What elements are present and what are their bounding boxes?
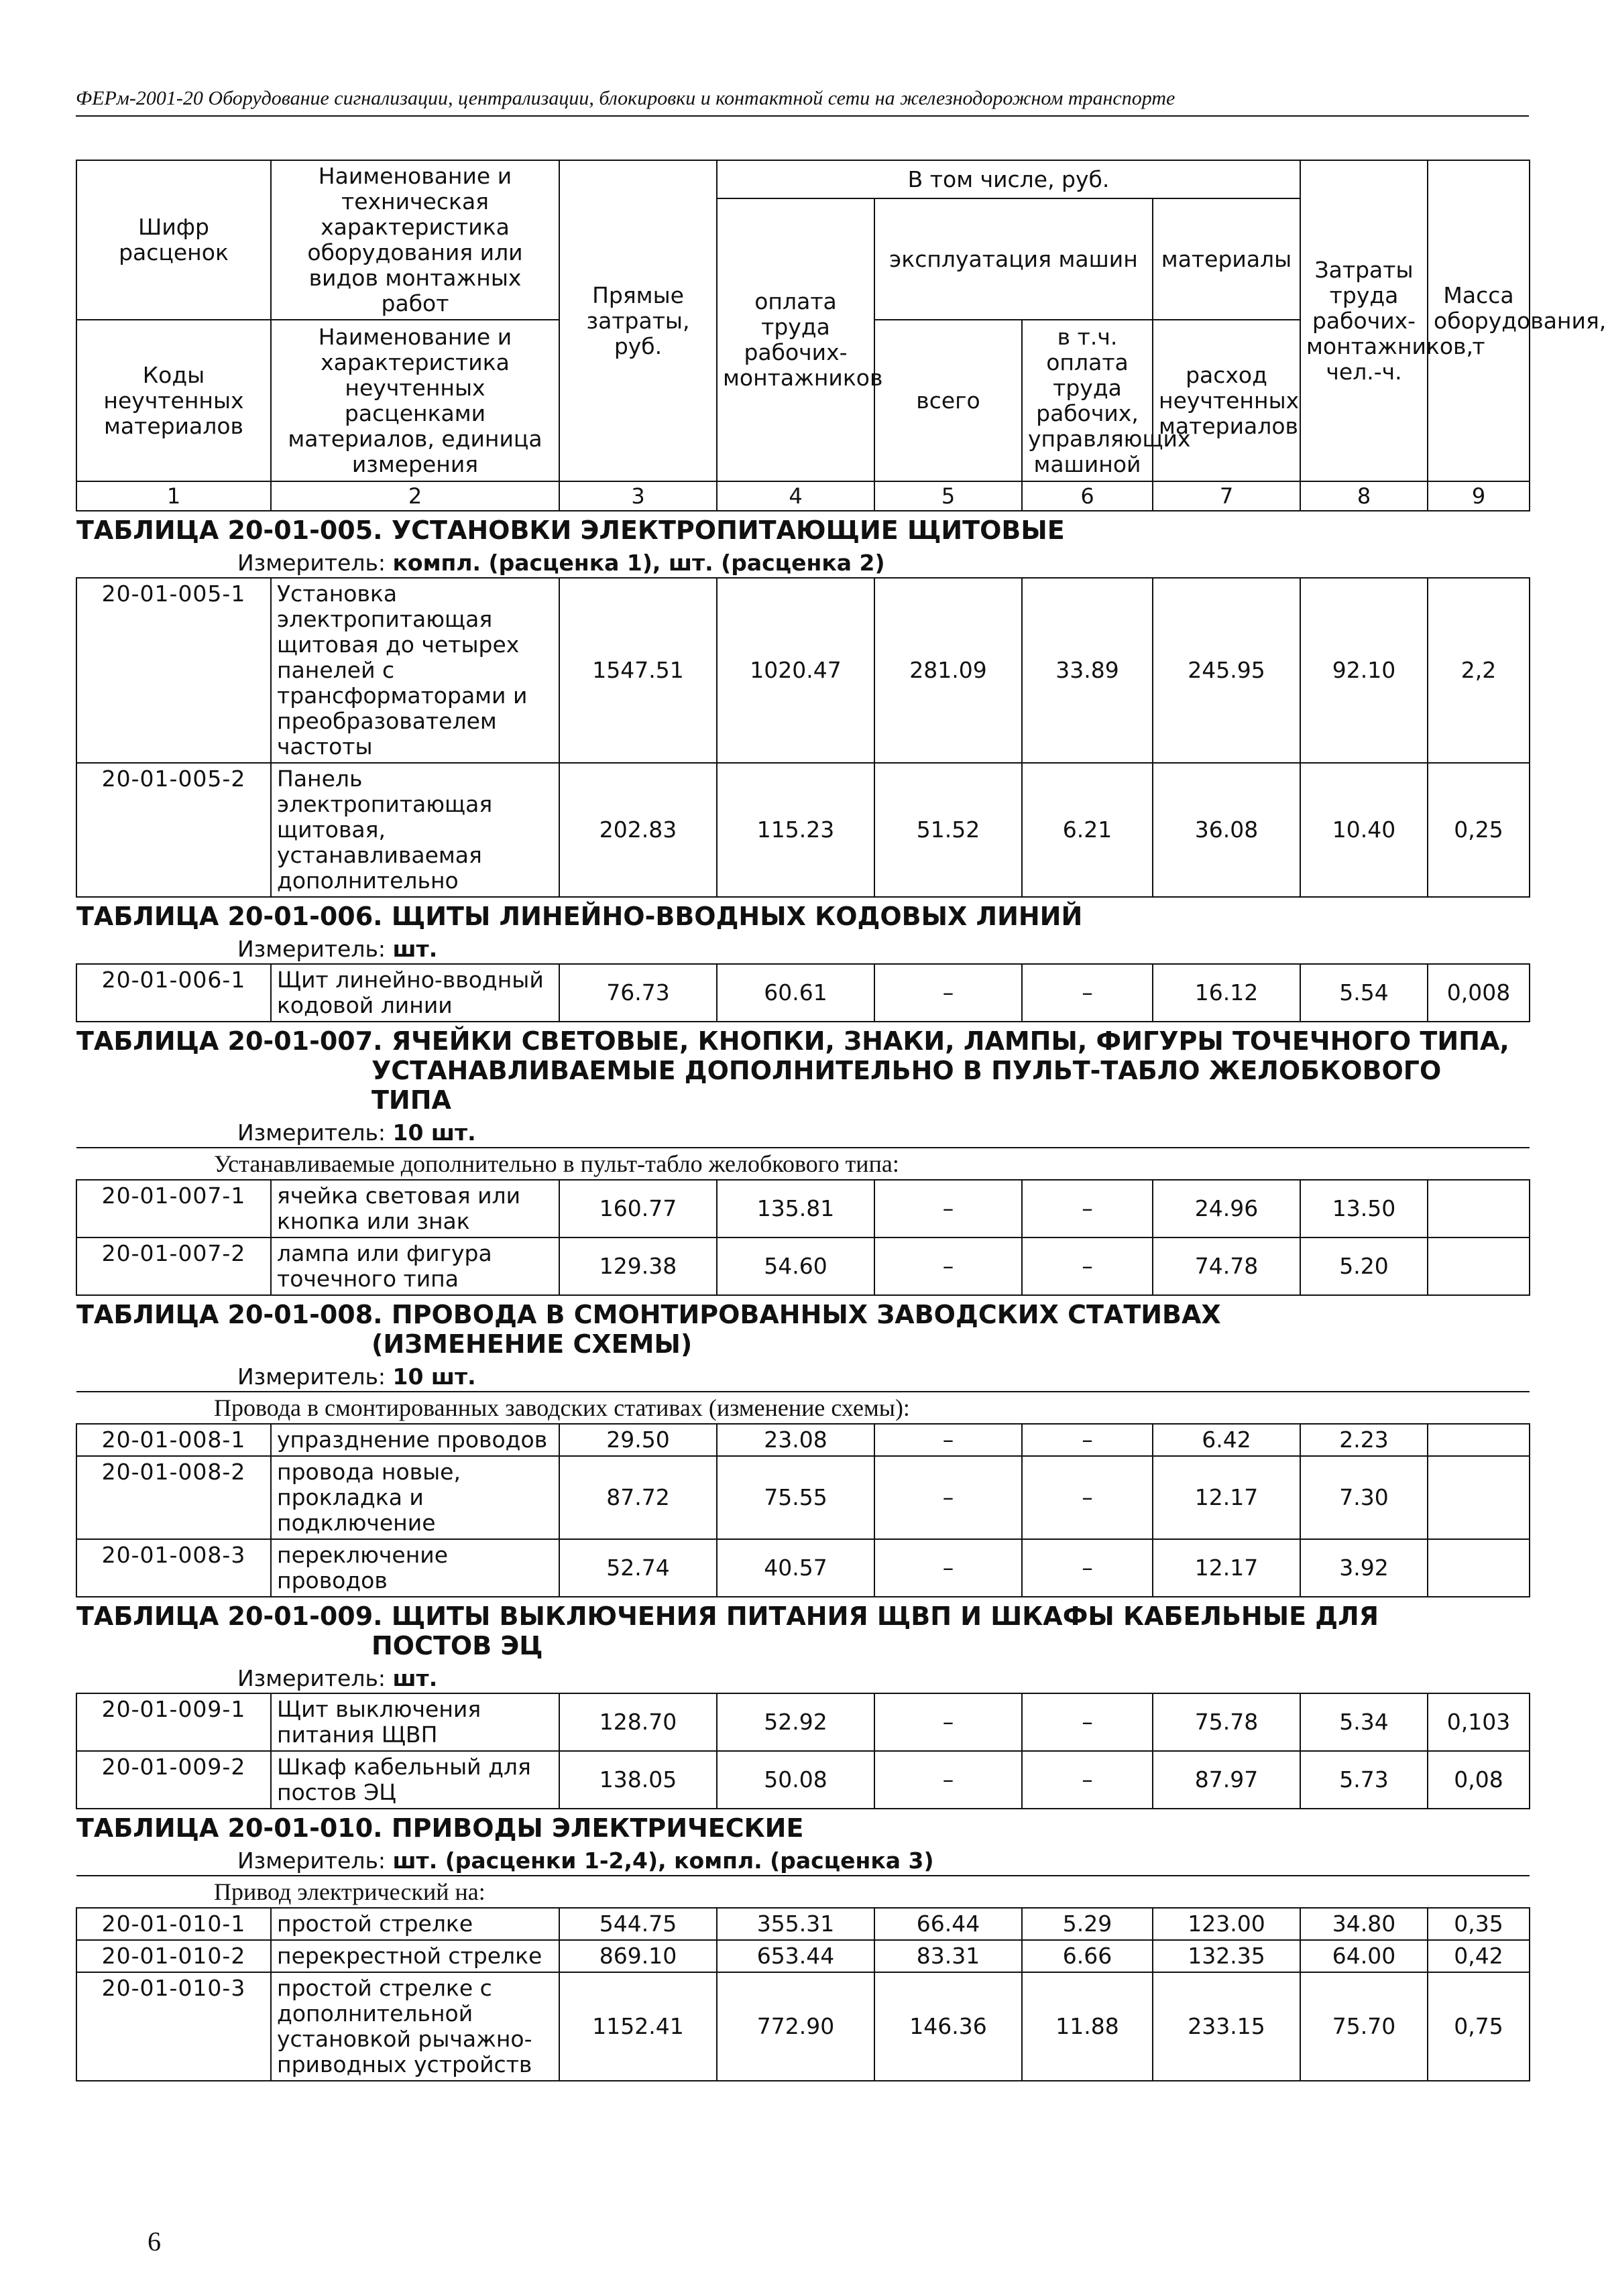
machine-operator-pay: – [1022,1751,1153,1809]
machines-total: 146.36 [874,1972,1022,2081]
subheading-row [76,1148,1530,1180]
section-title-line: ПОСТОВ ЭЦ [371,1631,543,1660]
rate-code: 20-01-006-1 [76,964,271,1022]
machines-total: 51.52 [874,763,1022,897]
labor-hours: 10.40 [1300,763,1428,897]
materials-cost: 36.08 [1153,763,1300,897]
measure-label: Измеритель: [237,550,386,576]
materials-cost: 233.15 [1153,1972,1300,2081]
work-name: упразднение проводов [271,1424,559,1456]
worker-pay: 40.57 [717,1539,874,1597]
section-header [76,1809,1530,1876]
labor-hours: 2.23 [1300,1424,1428,1456]
rate-code: 20-01-005-1 [76,578,271,763]
page-number: 6 [148,2226,161,2256]
section-title-line: ТАБЛИЦА 20-01-009. ЩИТЫ ВЫКЛЮЧЕНИЯ ПИТАНИЯ ЩВП И ШКАФЫ КАБЕЛЬНЫЕ ДЛЯ [76,1602,1379,1631]
section-title [76,902,1530,931]
column-number: 7 [1153,481,1300,511]
subheading: Провода в смонтированных заводских стативах (изменение схемы): [76,1392,1530,1424]
direct-costs: 76.73 [559,964,717,1022]
work-name: простой стрелке с дополнительной установкой рычажно-приводных устройств [271,1972,559,2081]
work-name: простой стрелке [271,1908,559,1940]
table-row [76,1751,1530,1809]
machines-total: – [874,1424,1022,1456]
measure-unit [76,1364,1530,1390]
table-row [76,763,1530,897]
measure-label: Измеритель: [237,1120,386,1146]
col-code-bottom: Коды неучтенных материалов [76,320,271,481]
worker-pay: 115.23 [717,763,874,897]
section-title-line: ТАБЛИЦА 20-01-008. ПРОВОДА В СМОНТИРОВАННЫХ ЗАВОДСКИХ СТАТИВАХ [76,1300,1221,1329]
rate-code: 20-01-007-1 [76,1180,271,1237]
table-row [76,964,1530,1022]
section-title-line: ТАБЛИЦА 20-01-005. УСТАНОВКИ ЭЛЕКТРОПИТАЮЩИЕ ЩИТОВЫЕ [76,516,1065,545]
machines-total: – [874,1693,1022,1751]
worker-pay: 75.55 [717,1456,874,1539]
materials-cost: 16.12 [1153,964,1300,1022]
rate-code: 20-01-010-3 [76,1972,271,2081]
equipment-mass [1428,1237,1530,1295]
measure-unit [76,936,1530,962]
worker-pay: 23.08 [717,1424,874,1456]
work-name: Щит линейно-вводный кодовой линии [271,964,559,1022]
section-title-line: ТАБЛИЦА 20-01-010. ПРИВОДЫ ЭЛЕКТРИЧЕСКИЕ [76,1813,804,1843]
col-materials: материалы [1153,198,1300,320]
col-labor: Затраты труда рабочих-монтажников, чел.-ч. [1300,160,1428,481]
subheading-row [76,1876,1530,1908]
section-header [76,1022,1530,1148]
rate-code: 20-01-008-3 [76,1539,271,1597]
table-row [76,1180,1530,1237]
labor-hours: 75.70 [1300,1972,1428,2081]
measure-unit [76,1848,1530,1874]
col-group-incl: В том числе, руб. [717,160,1300,198]
measure-value: 10 шт. [392,1364,476,1390]
direct-costs: 52.74 [559,1539,717,1597]
rates-table [76,160,1606,2081]
machine-operator-pay: – [1022,964,1153,1022]
table-row [76,1424,1530,1456]
col-machines-total: всего [874,320,1022,481]
machine-operator-pay: – [1022,1693,1153,1751]
direct-costs: 29.50 [559,1424,717,1456]
table-row [76,1972,1530,2081]
rate-code: 20-01-010-2 [76,1940,271,1972]
machines-total: – [874,1539,1022,1597]
direct-costs: 544.75 [559,1908,717,1940]
col-direct-costs: Прямые затраты, руб. [559,160,717,481]
column-number: 4 [717,481,874,511]
table-body [76,511,1530,2081]
table-row [76,1237,1530,1295]
table-row [76,578,1530,763]
machine-operator-pay: 5.29 [1022,1908,1153,1940]
col-mass: Масса оборудования, т [1428,160,1530,481]
work-name: лампа или фигура точечного типа [271,1237,559,1295]
measure-unit [76,1120,1530,1146]
section-title-line: (ИЗМЕНЕНИЕ СХЕМЫ) [371,1329,693,1359]
section-title [76,1026,1530,1115]
equipment-mass: 2,2 [1428,578,1530,763]
table-row [76,1940,1530,1972]
column-number: 5 [874,481,1022,511]
equipment-mass [1428,1456,1530,1539]
rate-code: 20-01-009-1 [76,1693,271,1751]
rate-code: 20-01-008-1 [76,1424,271,1456]
direct-costs: 128.70 [559,1693,717,1751]
section-title-line: УСТАНАВЛИВАЕМЫЕ ДОПОЛНИТЕЛЬНО В ПУЛЬТ-ТАБЛО ЖЕЛОБКОВОГО ТИПА [371,1056,1442,1115]
table-header [76,160,1606,511]
work-name: переключение проводов [271,1539,559,1597]
section-header [76,511,1530,578]
rate-document [76,160,1606,2081]
machines-total: 66.44 [874,1908,1022,1940]
direct-costs: 869.10 [559,1940,717,1972]
labor-hours: 5.34 [1300,1693,1428,1751]
machines-total: 83.31 [874,1940,1022,1972]
worker-pay: 52.92 [717,1693,874,1751]
measure-value: компл. (расценка 1), шт. (расценка 2) [392,550,885,576]
labor-hours: 3.92 [1300,1539,1428,1597]
direct-costs: 138.05 [559,1751,717,1809]
column-number: 9 [1428,481,1530,511]
labor-hours: 92.10 [1300,578,1428,763]
rate-code: 20-01-007-2 [76,1237,271,1295]
materials-cost: 6.42 [1153,1424,1300,1456]
measure-label: Измеритель: [237,936,386,962]
machines-total: – [874,1237,1022,1295]
section-title [76,516,1530,545]
section-title-line: ТАБЛИЦА 20-01-007. ЯЧЕЙКИ СВЕТОВЫЕ, КНОПКИ, ЗНАКИ, ЛАМПЫ, ФИГУРЫ ТОЧЕЧНОГО ТИПА, [76,1026,1509,1056]
materials-cost: 245.95 [1153,578,1300,763]
labor-hours: 5.73 [1300,1751,1428,1809]
work-name: Шкаф кабельный для постов ЭЦ [271,1751,559,1809]
section-header [76,897,1530,964]
machines-total: – [874,964,1022,1022]
equipment-mass [1428,1180,1530,1237]
measure-value: 10 шт. [392,1120,476,1146]
work-name: Щит выключения питания ЩВП [271,1693,559,1751]
section-header [76,1295,1530,1392]
measure-label: Измеритель: [237,1848,386,1874]
rate-code: 20-01-010-1 [76,1908,271,1940]
column-number: 3 [559,481,717,511]
table-row [76,1693,1530,1751]
col-name-top: Наименование и техническая характеристика оборудования или видов монтажных работ [271,160,559,320]
machines-total: 281.09 [874,578,1022,763]
col-machines: эксплуатация машин [874,198,1153,320]
work-name: перекрестной стрелке [271,1940,559,1972]
equipment-mass: 0,08 [1428,1751,1530,1809]
machine-operator-pay: – [1022,1180,1153,1237]
materials-cost: 75.78 [1153,1693,1300,1751]
worker-pay: 1020.47 [717,578,874,763]
measure-unit [76,550,1530,576]
equipment-mass: 0,75 [1428,1972,1530,2081]
materials-cost: 12.17 [1153,1456,1300,1539]
subheading: Привод электрический на: [76,1876,1530,1908]
equipment-mass: 0,35 [1428,1908,1530,1940]
labor-hours: 34.80 [1300,1908,1428,1940]
equipment-mass: 0,008 [1428,964,1530,1022]
labor-hours: 7.30 [1300,1456,1428,1539]
worker-pay: 355.31 [717,1908,874,1940]
section-title [76,1602,1530,1660]
materials-cost: 132.35 [1153,1940,1300,1972]
direct-costs: 1547.51 [559,578,717,763]
rate-code: 20-01-008-2 [76,1456,271,1539]
machine-operator-pay: – [1022,1237,1153,1295]
column-numbers-row [76,481,1530,511]
materials-cost: 87.97 [1153,1751,1300,1809]
measure-label: Измеритель: [237,1665,386,1691]
labor-hours: 5.20 [1300,1237,1428,1295]
worker-pay: 50.08 [717,1751,874,1809]
subheading: Устанавливаемые дополнительно в пульт-табло желобкового типа: [76,1148,1530,1180]
machine-operator-pay: – [1022,1456,1153,1539]
section-header [76,1597,1530,1693]
work-name: Панель электропитающая щитовая, устанавливаемая дополнительно [271,763,559,897]
work-name: Установка электропитающая щитовая до четырех панелей с трансформаторами и преобразователем частоты [271,578,559,763]
col-code-top: Шифр расценок [76,160,271,320]
materials-cost: 12.17 [1153,1539,1300,1597]
measure-label: Измеритель: [237,1364,386,1390]
direct-costs: 129.38 [559,1237,717,1295]
machine-operator-pay: 11.88 [1022,1972,1153,2081]
labor-hours: 13.50 [1300,1180,1428,1237]
machine-operator-pay: – [1022,1424,1153,1456]
subheading-row [76,1392,1530,1424]
section-title [76,1813,1530,1843]
worker-pay: 60.61 [717,964,874,1022]
col-machine-pay: в т.ч. оплата труда рабочих, управляющих машиной [1022,320,1153,481]
table-row [76,1456,1530,1539]
work-name: ячейка световая или кнопка или знак [271,1180,559,1237]
rate-code: 20-01-005-2 [76,763,271,897]
col-name-bottom: Наименование и характеристика неучтенных расценками материалов, единица измерения [271,320,559,481]
machines-total: – [874,1751,1022,1809]
labor-hours: 5.54 [1300,964,1428,1022]
machines-total: – [874,1456,1022,1539]
materials-cost: 74.78 [1153,1237,1300,1295]
worker-pay: 653.44 [717,1940,874,1972]
section-title-line: ТАБЛИЦА 20-01-006. ЩИТЫ ЛИНЕЙНО-ВВОДНЫХ КОДОВЫХ ЛИНИЙ [76,902,1083,931]
machines-total: – [874,1180,1022,1237]
measure-unit [76,1666,1530,1691]
machine-operator-pay: 6.66 [1022,1940,1153,1972]
equipment-mass: 0,25 [1428,763,1530,897]
direct-costs: 202.83 [559,763,717,897]
measure-value: шт. [392,1665,438,1691]
section-title [76,1300,1530,1359]
column-number: 2 [271,481,559,511]
worker-pay: 54.60 [717,1237,874,1295]
column-number: 1 [76,481,271,511]
worker-pay: 135.81 [717,1180,874,1237]
column-number: 8 [1300,481,1428,511]
table-row [76,1908,1530,1940]
machine-operator-pay: 33.89 [1022,578,1153,763]
direct-costs: 1152.41 [559,1972,717,2081]
col-worker-pay: оплата труда рабочих-монтажников [717,198,874,481]
equipment-mass [1428,1539,1530,1597]
direct-costs: 160.77 [559,1180,717,1237]
labor-hours: 64.00 [1300,1940,1428,1972]
materials-cost: 24.96 [1153,1180,1300,1237]
measure-value: шт. (расценки 1-2,4), компл. (расценка 3) [392,1848,934,1874]
direct-costs: 87.72 [559,1456,717,1539]
machine-operator-pay: – [1022,1539,1153,1597]
running-header: ФЕРм-2001-20 Оборудование сигнализации, централизации, блокировки и контактной сети на железнодорожном транспорте [76,87,1529,117]
machine-operator-pay: 6.21 [1022,763,1153,897]
column-number: 6 [1022,481,1153,511]
materials-cost: 123.00 [1153,1908,1300,1940]
worker-pay: 772.90 [717,1972,874,2081]
measure-value: шт. [392,936,438,962]
rate-code: 20-01-009-2 [76,1751,271,1809]
equipment-mass [1428,1424,1530,1456]
equipment-mass: 0,42 [1428,1940,1530,1972]
equipment-mass: 0,103 [1428,1693,1530,1751]
col-unaccounted-materials: расход неучтенных материалов [1153,320,1300,481]
table-row [76,1539,1530,1597]
work-name: провода новые, прокладка и подключение [271,1456,559,1539]
